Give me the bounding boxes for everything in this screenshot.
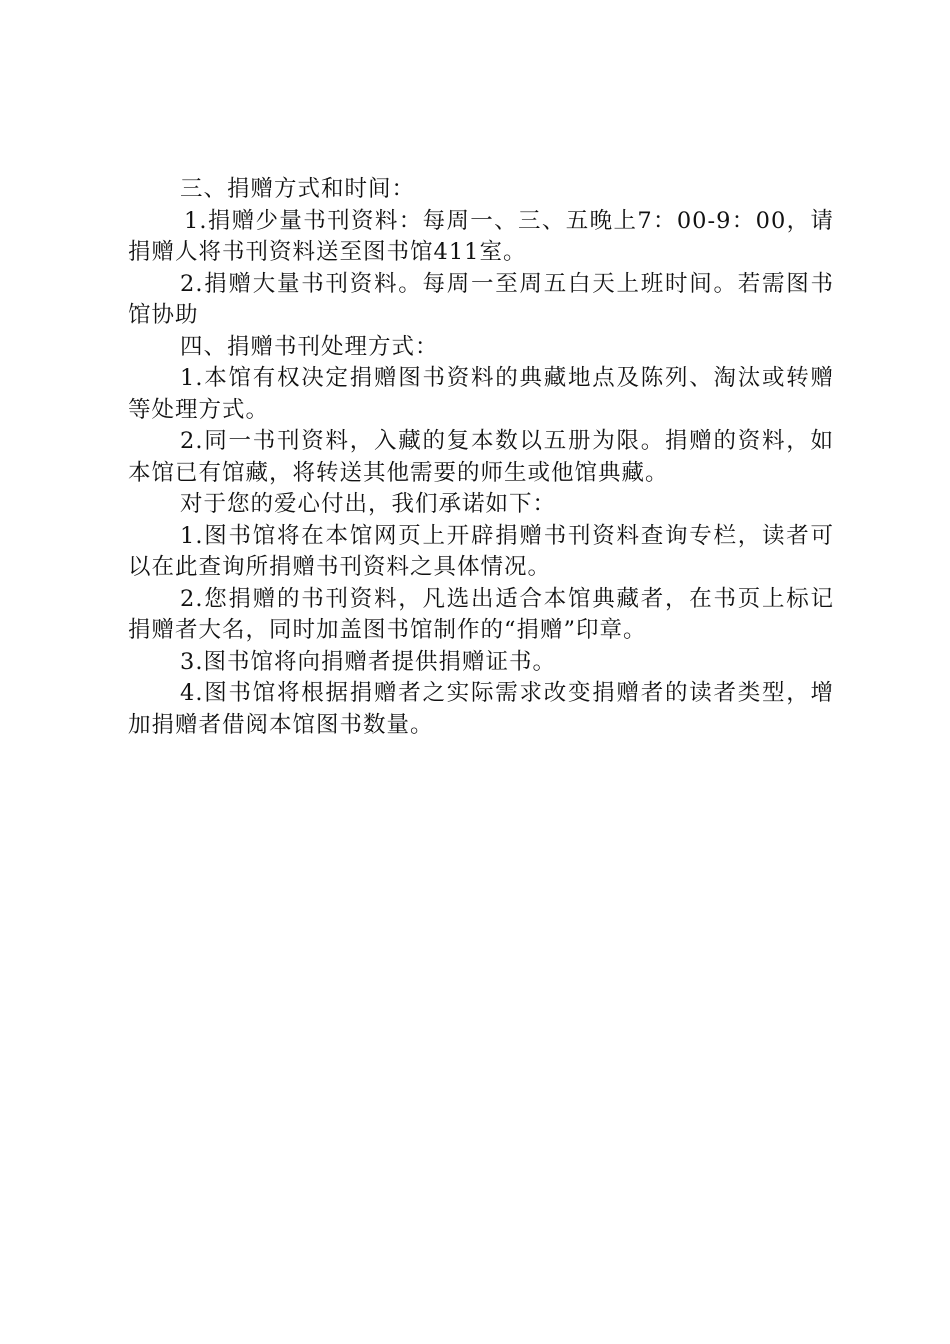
paragraph-commitment-certificate: 3.图书馆将向捐赠者提供捐赠证书。 — [180, 648, 556, 675]
paragraph-small-donation: 1.捐赠少量书刊资料：每周一、三、五晚上7：00-9：00，请捐赠人将书刊资料送至图书馆411室。 — [128, 207, 834, 265]
section-heading-processing: 四、捐赠书刊处理方式： — [180, 333, 439, 360]
paragraph-copy-limit: 2.同一书刊资料，入藏的复本数以五册为限。捐赠的资料，如本馆已有馆藏，将转送其他需要的师生或他馆典藏。 — [128, 428, 834, 486]
document-body — [128, 174, 834, 741]
paragraph-commitment-reader-type: 4.图书馆将根据捐赠者之实际需求改变捐赠者的读者类型，增加捐赠者借阅本馆图书数量。 — [128, 680, 834, 738]
paragraph-commitment-webpage: 1.图书馆将在本馆网页上开辟捐赠书刊资料查询专栏，读者可以在此查询所捐赠书刊资料之具体情况。 — [128, 522, 834, 580]
section-heading-donation-method: 三、捐赠方式和时间： — [180, 176, 416, 202]
section-heading-commitment: 对于您的爱心付出，我们承诺如下： — [180, 491, 557, 517]
paragraph-processing-rights: 1.本馆有权决定捐赠图书资料的典藏地点及陈列、淘汰或转赠等处理方式。 — [128, 365, 834, 423]
paragraph-commitment-stamp: 2.您捐赠的书刊资料，凡选出适合本馆典藏者，在书页上标记捐赠者大名，同时加盖图书馆制作的“捐赠”印章。 — [128, 585, 834, 643]
paragraph-large-donation: 2.捐赠大量书刊资料。每周一至周五白天上班时间。若需图书馆协助 — [128, 270, 834, 328]
